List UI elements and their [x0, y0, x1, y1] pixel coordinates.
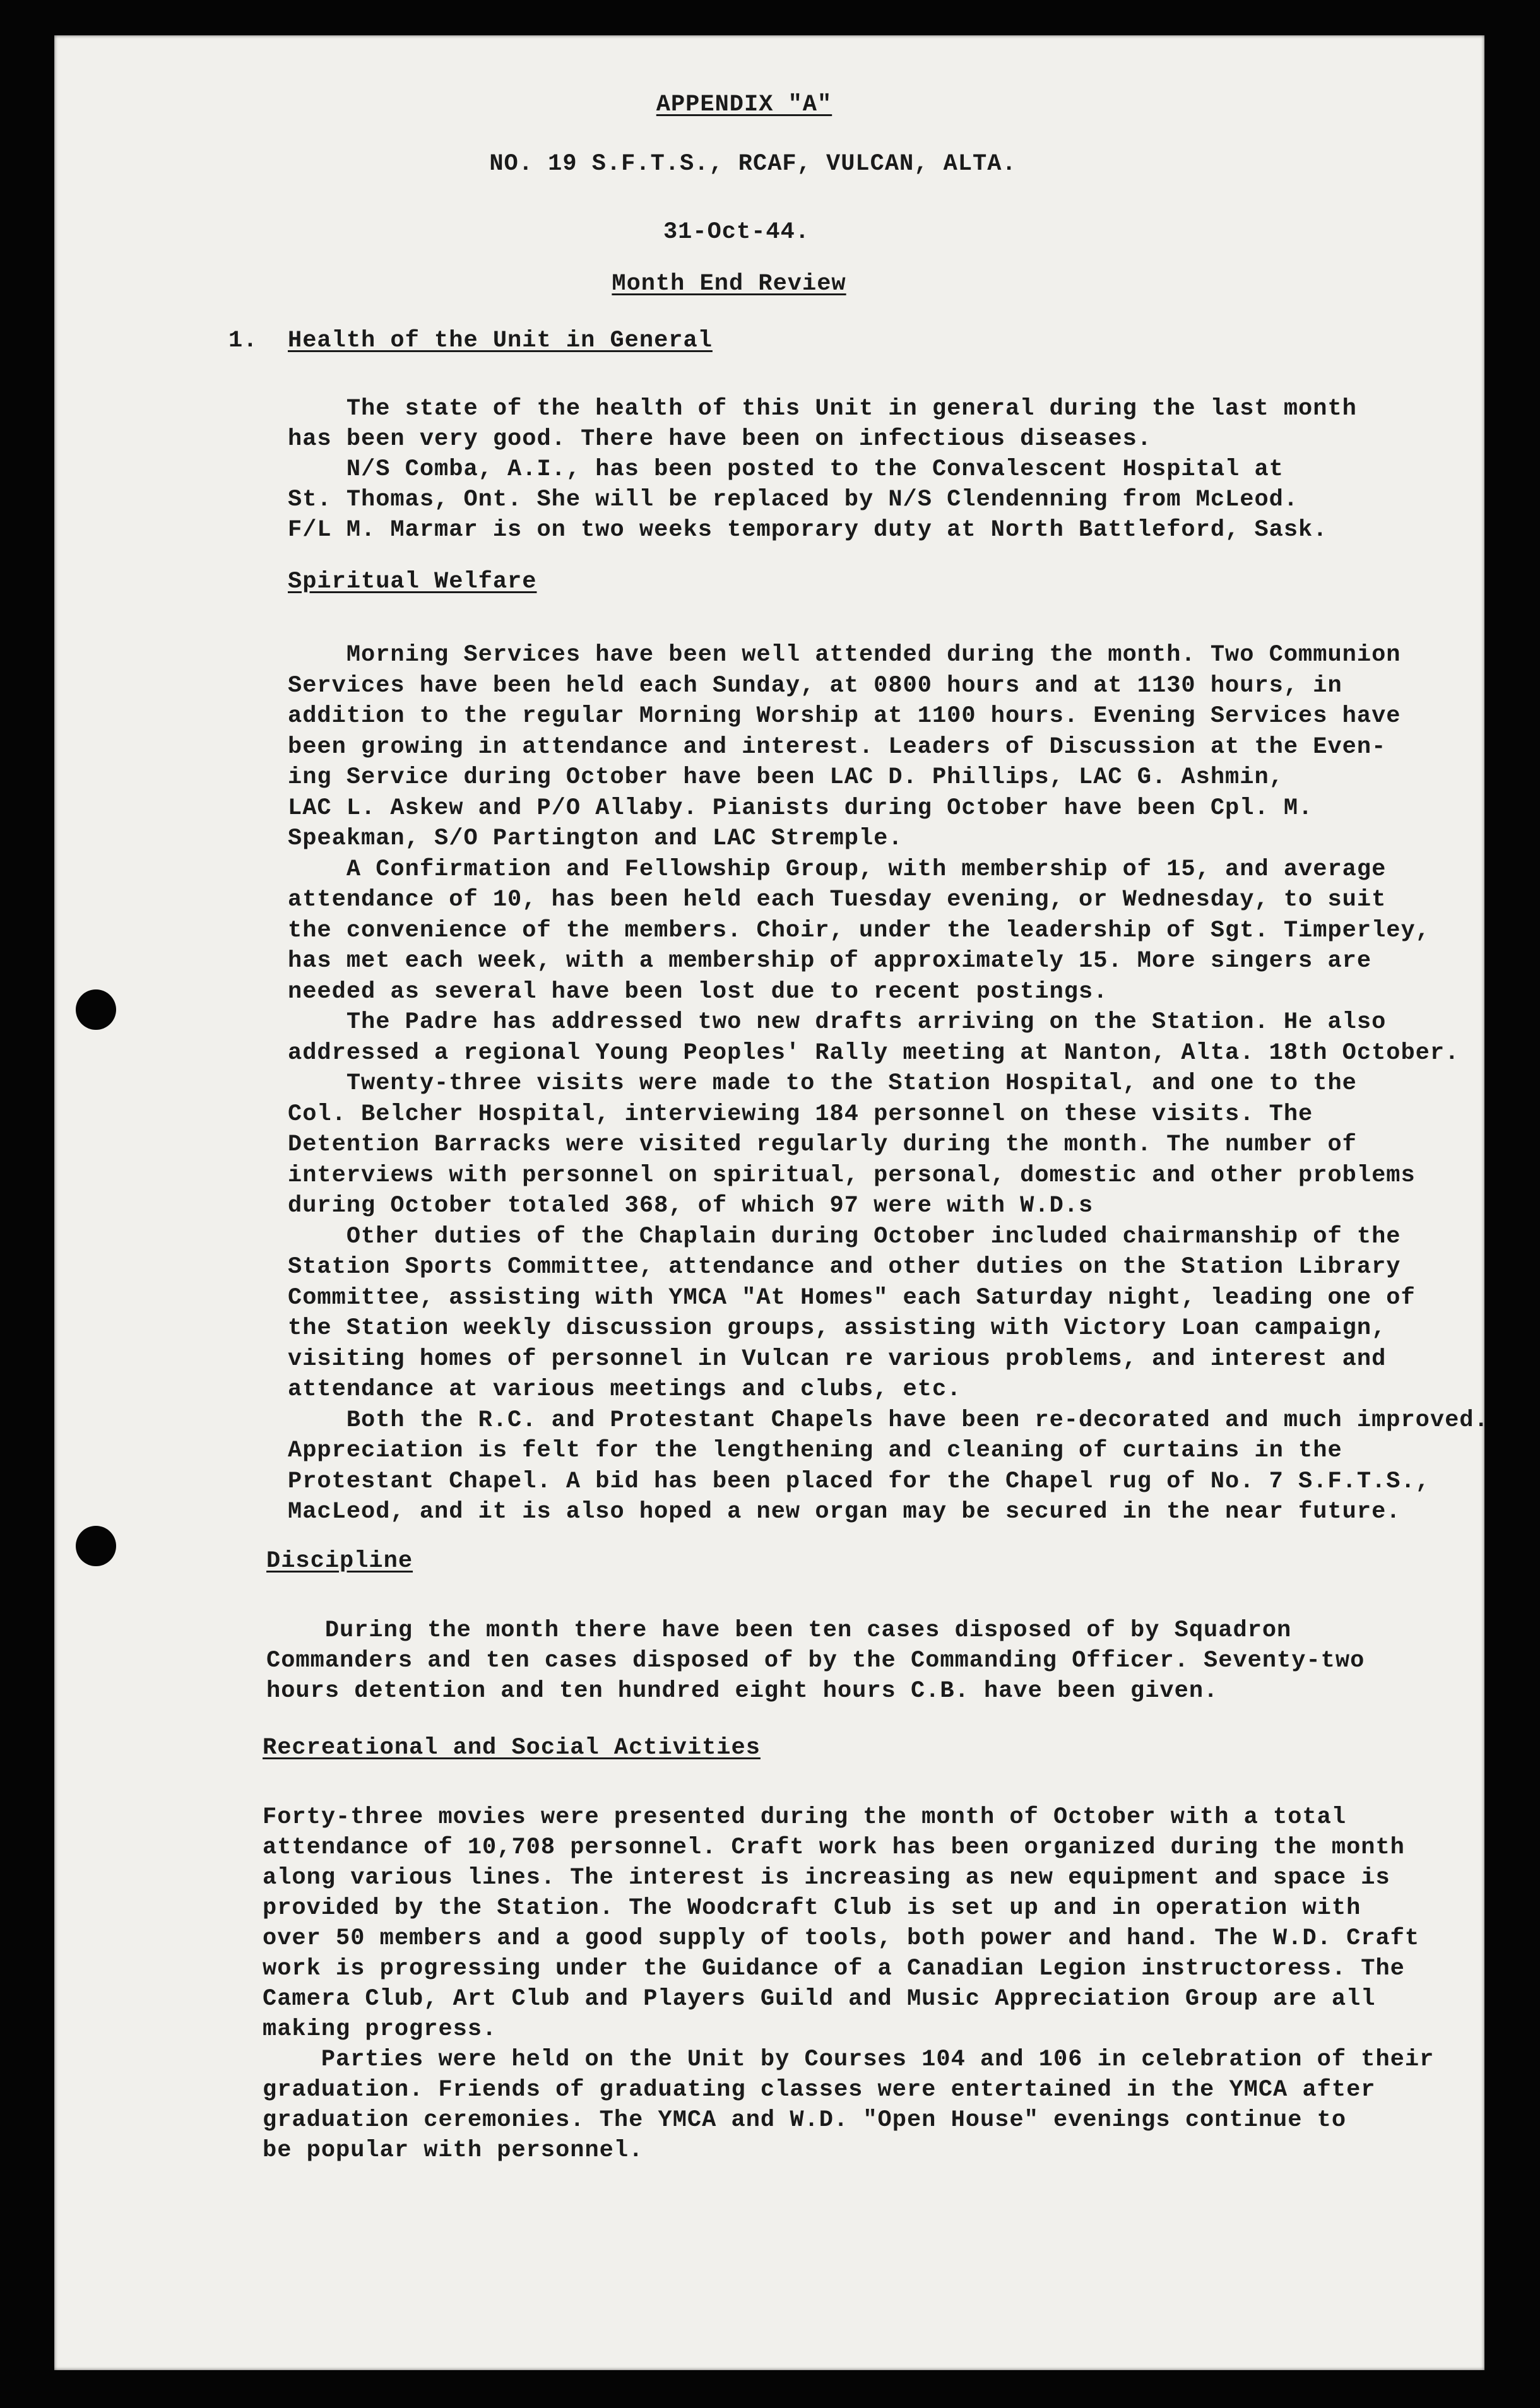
- text-line: been growing in attendance and interest. Leaders of Discussion at the Even-: [288, 733, 1387, 760]
- text-line: Morning Services have been well attended during the month. Two Communion: [288, 642, 1401, 668]
- date-line: 31-Oct-44.: [663, 219, 810, 245]
- health-paragraph: [288, 394, 1512, 545]
- health-heading: Health of the Unit in General: [288, 328, 713, 354]
- text-line: The Padre has addressed two new drafts arriving on the Station. He also: [288, 1009, 1387, 1036]
- text-line: St. Thomas, Ont. She will be replaced by N/S Clendenning from McLeod.: [288, 487, 1299, 513]
- text-line: Forty-three movies were presented during the month of October with a total: [263, 1804, 1347, 1831]
- document-page: [54, 35, 1489, 2370]
- text-line: has met each week, with a membership of approximately 15. More singers are: [288, 948, 1372, 974]
- recreation-heading: Recreational and Social Activities: [263, 1735, 761, 1761]
- text-line: A Confirmation and Fellowship Group, with membership of 15, and average: [288, 856, 1387, 883]
- document-title: Month End Review: [612, 271, 846, 297]
- text-line: Camera Club, Art Club and Players Guild and Music Appreciation Group are all: [263, 1986, 1376, 2012]
- text-line: Detention Barracks were visited regularly during the month. The number of: [288, 1131, 1357, 1158]
- text-line: the convenience of the members. Choir, under the leadership of Sgt. Timperley,: [288, 917, 1430, 944]
- text-line: Services have been held each Sunday, at 0800 hours and at 1130 hours, in: [288, 672, 1342, 699]
- text-line: graduation. Friends of graduating classes were entertained in the YMCA after: [263, 2077, 1376, 2103]
- appendix-heading: APPENDIX "A": [656, 91, 832, 118]
- text-line: the Station weekly discussion groups, assisting with Victory Loan campaign,: [288, 1315, 1387, 1342]
- text-line: N/S Comba, A.I., has been posted to the Convalescent Hospital at: [288, 456, 1284, 483]
- text-line: be popular with personnel.: [263, 2137, 644, 2164]
- text-line: Other duties of the Chaplain during October included chairmanship of the: [288, 1223, 1401, 1250]
- discipline-paragraph: [266, 1615, 1491, 1706]
- text-line: addressed a regional Young Peoples' Rally meeting at Nanton, Alta. 18th October.: [288, 1039, 1460, 1066]
- text-line: Commanders and ten cases disposed of by the Commanding Officer. Seventy-two: [266, 1648, 1365, 1674]
- unit-line: NO. 19 S.F.T.S., RCAF, VULCAN, ALTA.: [489, 151, 1017, 177]
- text-line: addition to the regular Morning Worship at 1100 hours. Evening Services have: [288, 703, 1401, 729]
- text-line: LAC L. Askew and P/O Allaby. Pianists during October have been Cpl. M.: [288, 794, 1313, 822]
- discipline-heading: Discipline: [266, 1548, 413, 1574]
- text-line: hours detention and ten hundred eight hours C.B. have been given.: [266, 1678, 1219, 1704]
- spiritual-paragraph: [288, 640, 1512, 1528]
- text-line: attendance of 10, has been held each Tuesday evening, or Wednesday, to suit: [288, 887, 1387, 913]
- text-line: Protestant Chapel. A bid has been placed for the Chapel rug of No. 7 S.F.T.S.,: [288, 1468, 1430, 1495]
- text-line: Parties were held on the Unit by Courses 104 and 106 in celebration of their: [263, 2046, 1435, 2073]
- text-line: along various lines. The interest is increasing as new equipment and space is: [263, 1865, 1390, 1891]
- section-number: 1.: [228, 328, 258, 354]
- text-line: has been very good. There have been on infectious diseases.: [288, 426, 1152, 452]
- text-line: work is progressing under the Guidance of a Canadian Legion instructoress. The: [263, 1956, 1405, 1982]
- text-line: The state of the health of this Unit in general during the last month: [288, 396, 1357, 422]
- text-line: Speakman, S/O Partington and LAC Stremple.: [288, 825, 903, 852]
- text-line: attendance at various meetings and clubs, etc.: [288, 1376, 962, 1403]
- text-line: interviews with personnel on spiritual, personal, domestic and other problems: [288, 1162, 1416, 1189]
- text-line: Committee, assisting with YMCA "At Homes" each Saturday night, leading one of: [288, 1284, 1416, 1311]
- text-line: visiting homes of personnel in Vulcan re various problems, and interest and: [288, 1345, 1387, 1372]
- punch-hole-lower: [76, 1526, 116, 1566]
- recreation-paragraph: [263, 1802, 1487, 2166]
- text-line: attendance of 10,708 personnel. Craft work has been organized during the month: [263, 1834, 1405, 1861]
- text-line: Station Sports Committee, attendance and other duties on the Station Library: [288, 1254, 1401, 1280]
- text-line: making progress.: [263, 2016, 497, 2043]
- punch-hole-upper: [76, 989, 116, 1030]
- text-line: graduation ceremonies. The YMCA and W.D. "Open House" evenings continue to: [263, 2107, 1347, 2134]
- text-line: During the month there have been ten cases disposed of by Squadron: [266, 1617, 1292, 1644]
- text-line: Both the R.C. and Protestant Chapels have been re-decorated and much improved.: [288, 1407, 1489, 1434]
- text-line: MacLeod, and it is also hoped a new organ may be secured in the near future.: [288, 1499, 1401, 1525]
- text-line: during October totaled 368, of which 97 were with W.D.s: [288, 1193, 1094, 1219]
- text-line: Twenty-three visits were made to the Station Hospital, and one to the: [288, 1070, 1357, 1097]
- text-line: Col. Belcher Hospital, interviewing 184 personnel on these visits. The: [288, 1101, 1313, 1128]
- text-line: ing Service during October have been LAC D. Phillips, LAC G. Ashmin,: [288, 764, 1284, 791]
- spiritual-heading: Spiritual Welfare: [288, 569, 537, 595]
- text-line: provided by the Station. The Woodcraft Club is set up and in operation with: [263, 1895, 1361, 1921]
- text-line: F/L M. Marmar is on two weeks temporary duty at North Battleford, Sask.: [288, 517, 1328, 543]
- text-line: needed as several have been lost due to recent postings.: [288, 978, 1108, 1005]
- text-line: Appreciation is felt for the lengthening and cleaning of curtains in the: [288, 1437, 1342, 1464]
- text-line: over 50 members and a good supply of tools, both power and hand. The W.D. Craft: [263, 1925, 1420, 1952]
